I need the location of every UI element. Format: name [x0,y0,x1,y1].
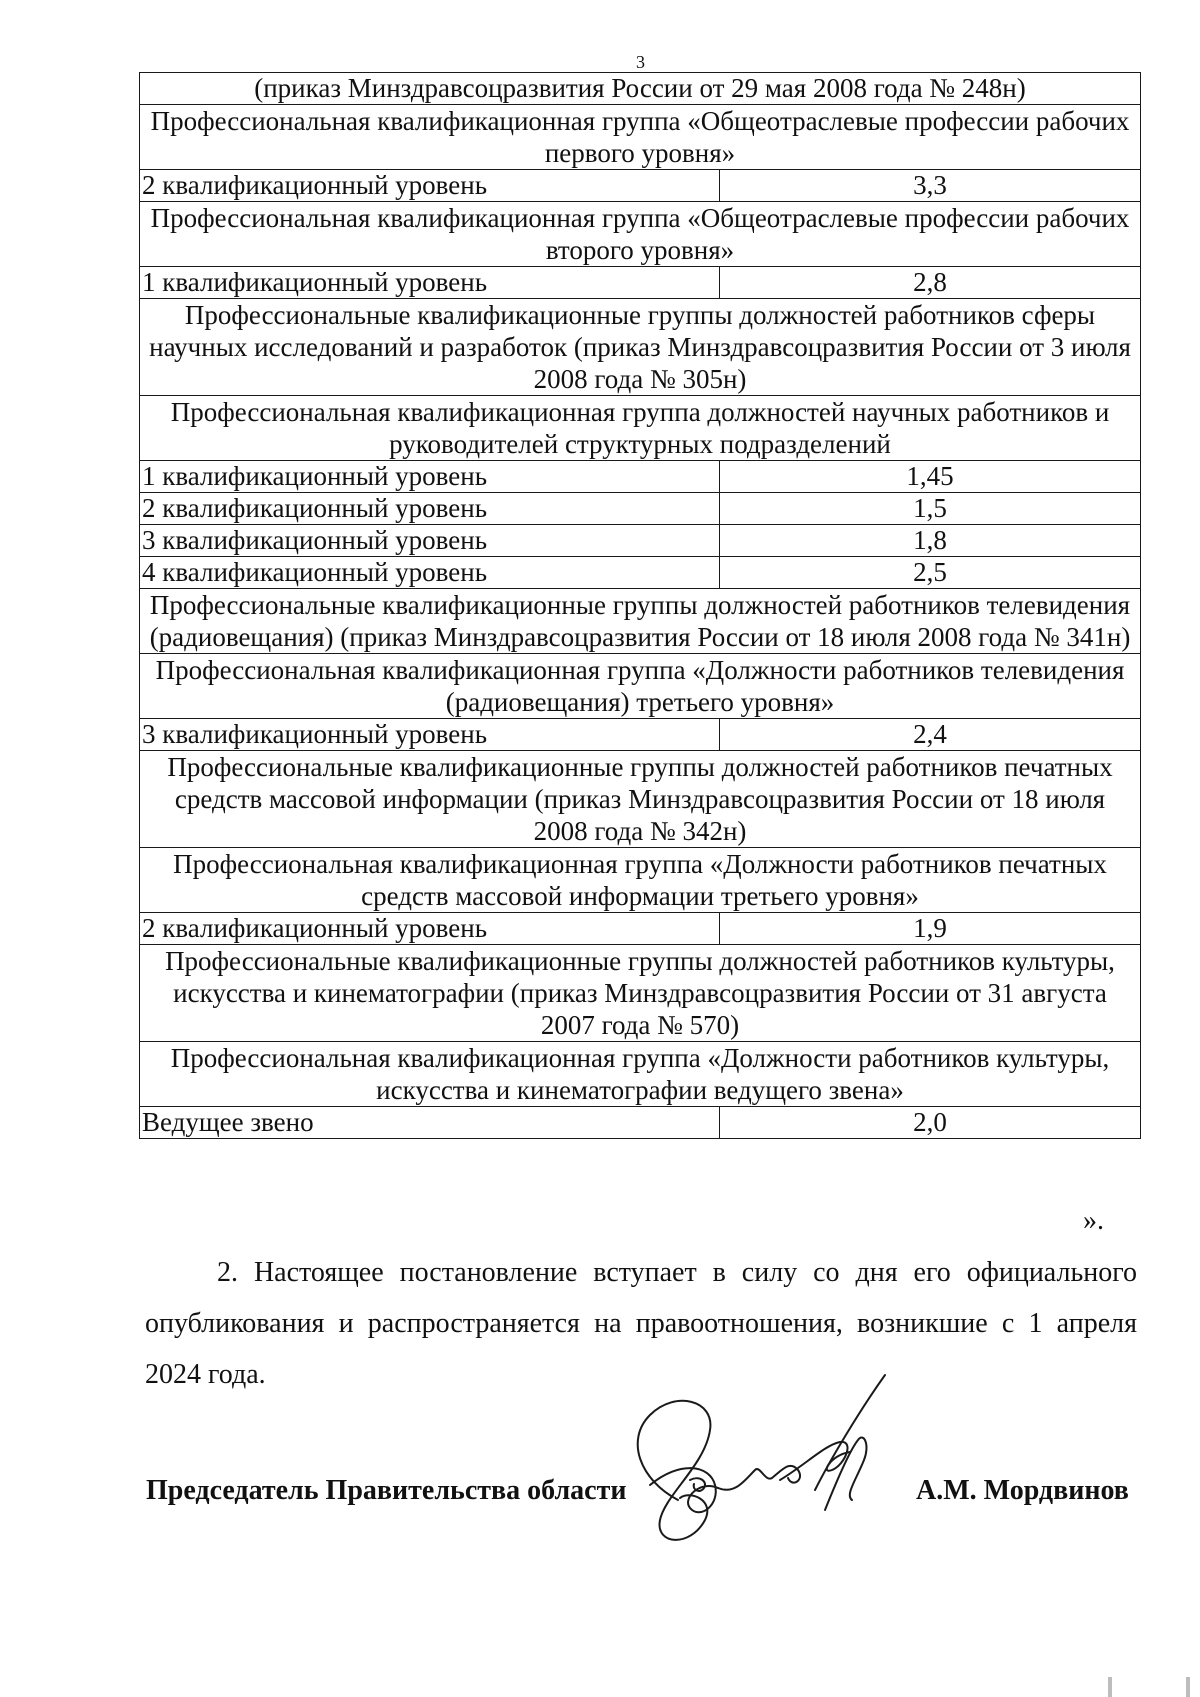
table-row [140,73,1141,105]
scan-artifact-mark [1186,1677,1190,1697]
coefficient-value-cell: 2,0 [720,1107,1141,1139]
page-number: 3 [636,52,645,72]
table-row [140,525,1141,557]
handwritten-signature [620,1370,920,1570]
table-row [140,461,1141,493]
table-row [140,848,1141,913]
table-row [140,396,1141,461]
table-row [140,589,1141,654]
table-row [140,493,1141,525]
group-title-cell: Профессиональные квалификационные группы должностей работников печатных средств массовой информации (приказ Минздравсоцразвития России от 18 июля 2008 года № 342н) [140,751,1141,848]
coefficient-value-cell: 1,9 [720,913,1141,945]
table-row [140,105,1141,170]
group-title-cell: Профессиональная квалификационная группа «Должности работников печатных средств массовой информации третьего уровня» [140,848,1141,913]
coefficient-value-cell: 2,5 [720,557,1141,589]
table-row [140,1042,1141,1107]
qualification-level-cell: 3 квалификационный уровень [140,719,720,751]
group-title-cell: (приказ Минздравсоцразвития России от 29 мая 2008 года № 248н) [140,73,1141,105]
qualification-level-cell: 1 квалификационный уровень [140,461,720,493]
table-row [140,654,1141,719]
group-title-cell: Профессиональная квалификационная группа «Общеотраслевые профессии рабочих первого уровня» [140,105,1141,170]
table-row [140,1107,1141,1139]
coefficients-table [139,72,1141,1139]
qualification-level-cell: 4 квалификационный уровень [140,557,720,589]
signatory-title: Председатель Правительства области [146,1475,627,1506]
qualification-level-cell: Ведущее звено [140,1107,720,1139]
scan-artifact-mark [1108,1677,1112,1697]
qualification-level-cell: 2 квалификационный уровень [140,913,720,945]
table-row [140,299,1141,396]
table-row [140,202,1141,267]
coefficient-value-cell: 1,8 [720,525,1141,557]
group-title-cell: Профессиональная квалификационная группа «Должности работников культуры, искусства и кинематографии ведущего звена» [140,1042,1141,1107]
table-row [140,719,1141,751]
group-title-cell: Профессиональные квалификационные группы должностей работников телевидения (радиовещания) (приказ Минздравсоцразвития России от 18 июля 2008 года № 341н) [140,589,1141,654]
qualification-level-cell: 3 квалификационный уровень [140,525,720,557]
table-row [140,913,1141,945]
qualification-level-cell: 2 квалификационный уровень [140,170,720,202]
table-row [140,170,1141,202]
group-title-cell: Профессиональные квалификационные группы должностей работников культуры, искусства и кинематографии (приказ Минздравсоцразвития России от 31 августа 2007 года № 570) [140,945,1141,1042]
group-title-cell: Профессиональная квалификационная группа «Должности работников телевидения (радиовещания) третьего уровня» [140,654,1141,719]
coefficient-value-cell: 2,8 [720,267,1141,299]
table-row [140,557,1141,589]
qualification-level-cell: 1 квалификационный уровень [140,267,720,299]
table-row [140,751,1141,848]
signatory-name: А.М. Мордвинов [916,1475,1129,1506]
coefficient-value-cell: 1,5 [720,493,1141,525]
effective-date-paragraph: 2. Настоящее постановление вступает в силу со дня его официального опубликования и распространяется на правоотношения, возникшие с 1 апреля 2024 года. [145,1257,1137,1390]
group-title-cell: Профессиональная квалификационная группа должностей научных работников и руководителей структурных подразделений [140,396,1141,461]
table-row [140,945,1141,1042]
qualification-level-cell: 2 квалификационный уровень [140,493,720,525]
coefficient-value-cell: 3,3 [720,170,1141,202]
group-title-cell: Профессиональные квалификационные группы должностей работников сферы научных исследований и разработок (приказ Минздравсоцразвития России от 3 июля 2008 года № 305н) [140,299,1141,396]
coefficient-value-cell: 1,45 [720,461,1141,493]
closing-quote: ». [1083,1205,1104,1236]
coefficient-value-cell: 2,4 [720,719,1141,751]
group-title-cell: Профессиональная квалификационная группа «Общеотраслевые профессии рабочих второго уровня» [140,202,1141,267]
table-row [140,267,1141,299]
